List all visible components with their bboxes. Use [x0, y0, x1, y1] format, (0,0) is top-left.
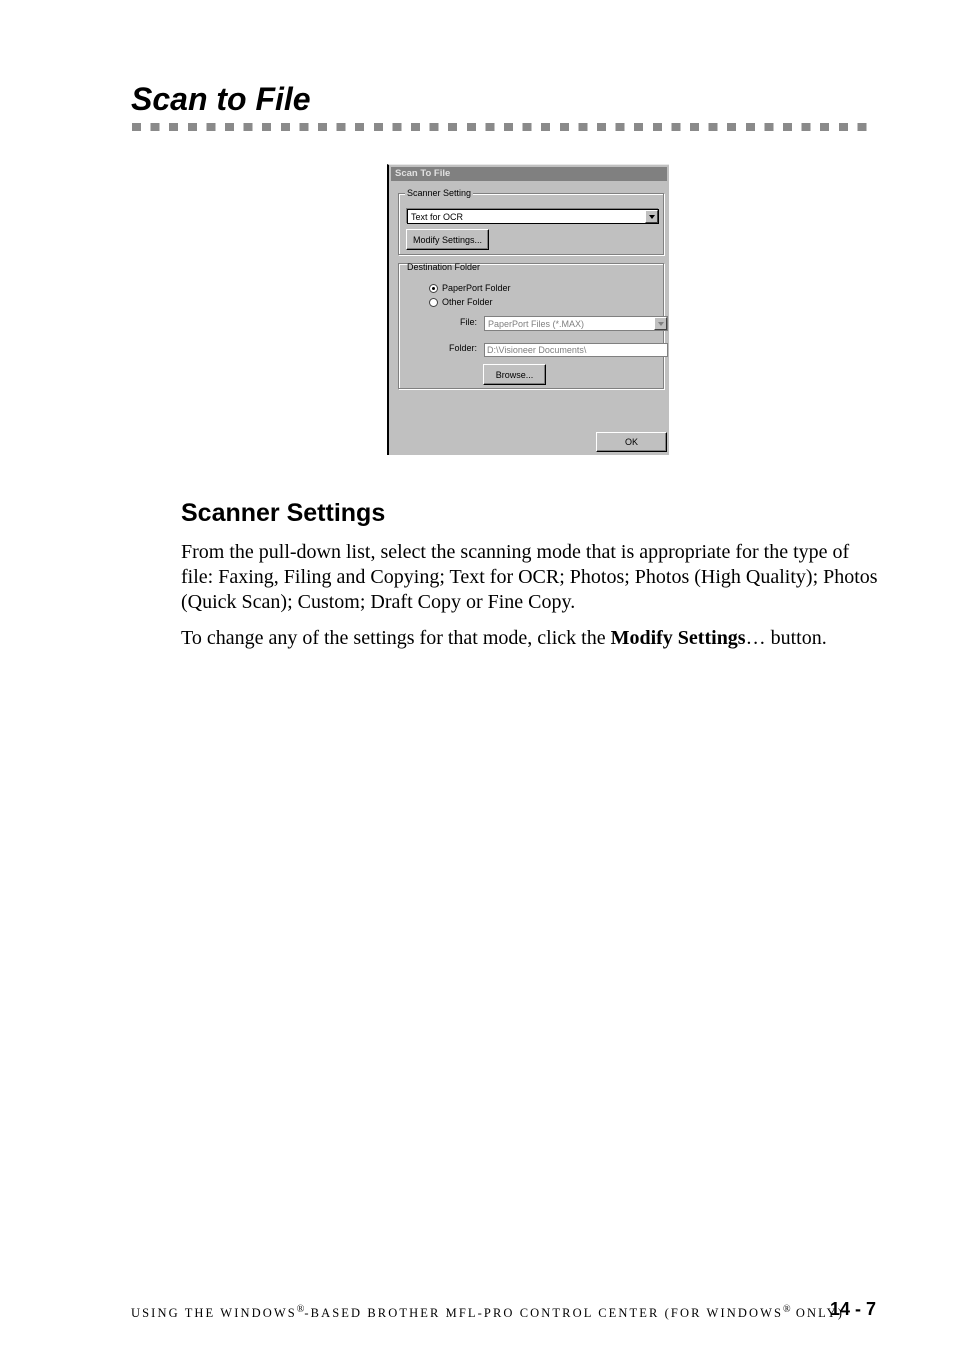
running-footer	[131, 1301, 844, 1322]
modify-settings-emphasis: Modify Settings	[610, 627, 746, 649]
paragraph-modify-settings	[181, 626, 881, 651]
scanner-setting-legend: Scanner Setting	[407, 188, 472, 198]
folder-path-field[interactable]: D:\Visioneer Documents\	[484, 343, 668, 357]
file-type-dropdown[interactable]	[484, 316, 668, 331]
radio-other-label: Other Folder	[442, 297, 493, 307]
scan-to-file-dialog	[387, 164, 669, 455]
destination-folder-legend: Destination Folder	[407, 262, 481, 272]
scan-mode-dropdown[interactable]	[407, 209, 659, 224]
file-label: File:	[459, 317, 477, 327]
radio-button-icon[interactable]	[429, 298, 438, 307]
dialog-titlebar: Scan To File	[391, 167, 667, 181]
modify-settings-button[interactable]: Modify Settings...	[406, 229, 489, 250]
radio-button-checked-icon[interactable]	[429, 284, 438, 293]
section-heading: Scanner Settings	[181, 499, 386, 527]
ok-button[interactable]: OK	[596, 432, 667, 452]
paragraph-scan-modes: From the pull-down list, select the scanning mode that is appropriate for the type of file: Faxing, Filing and Copying; Text for OCR; Photos; Photos (High Quality); Photos (Quick Scan); Custom; Draft Copy or Fine Copy.	[181, 541, 878, 613]
scanner-setting-group	[398, 188, 664, 255]
page-number: 14 - 7	[829, 1299, 876, 1319]
paragraph-text: To change any of the settings for that mode, click the	[181, 627, 611, 649]
radio-paperport-folder[interactable]	[429, 282, 511, 294]
file-type-value: PaperPort Files (*.MAX)	[488, 319, 585, 329]
footer-text-part2: -BASED BROTHER MFL-PRO CONTROL CENTER (FOR WINDOWS	[304, 1306, 784, 1321]
scan-mode-value: Text for OCR	[411, 212, 464, 222]
footer-text-part1: USING THE WINDOWS	[131, 1306, 297, 1321]
registered-mark: ®	[296, 1304, 305, 1315]
radio-other-folder[interactable]	[429, 296, 493, 308]
browse-button[interactable]: Browse...	[483, 364, 546, 385]
chevron-down-icon[interactable]	[654, 317, 667, 330]
chevron-down-icon[interactable]	[645, 210, 658, 223]
title-dotted-rule	[132, 123, 874, 131]
paragraph-text-end: … button.	[745, 627, 827, 649]
footer-text-part3: ONLY)	[790, 1306, 845, 1321]
radio-paperport-label: PaperPort Folder	[442, 283, 511, 293]
folder-label: Folder:	[448, 343, 477, 353]
page-title: Scan to File	[131, 81, 311, 117]
registered-mark: ®	[783, 1304, 791, 1315]
destination-folder-group	[398, 263, 664, 389]
